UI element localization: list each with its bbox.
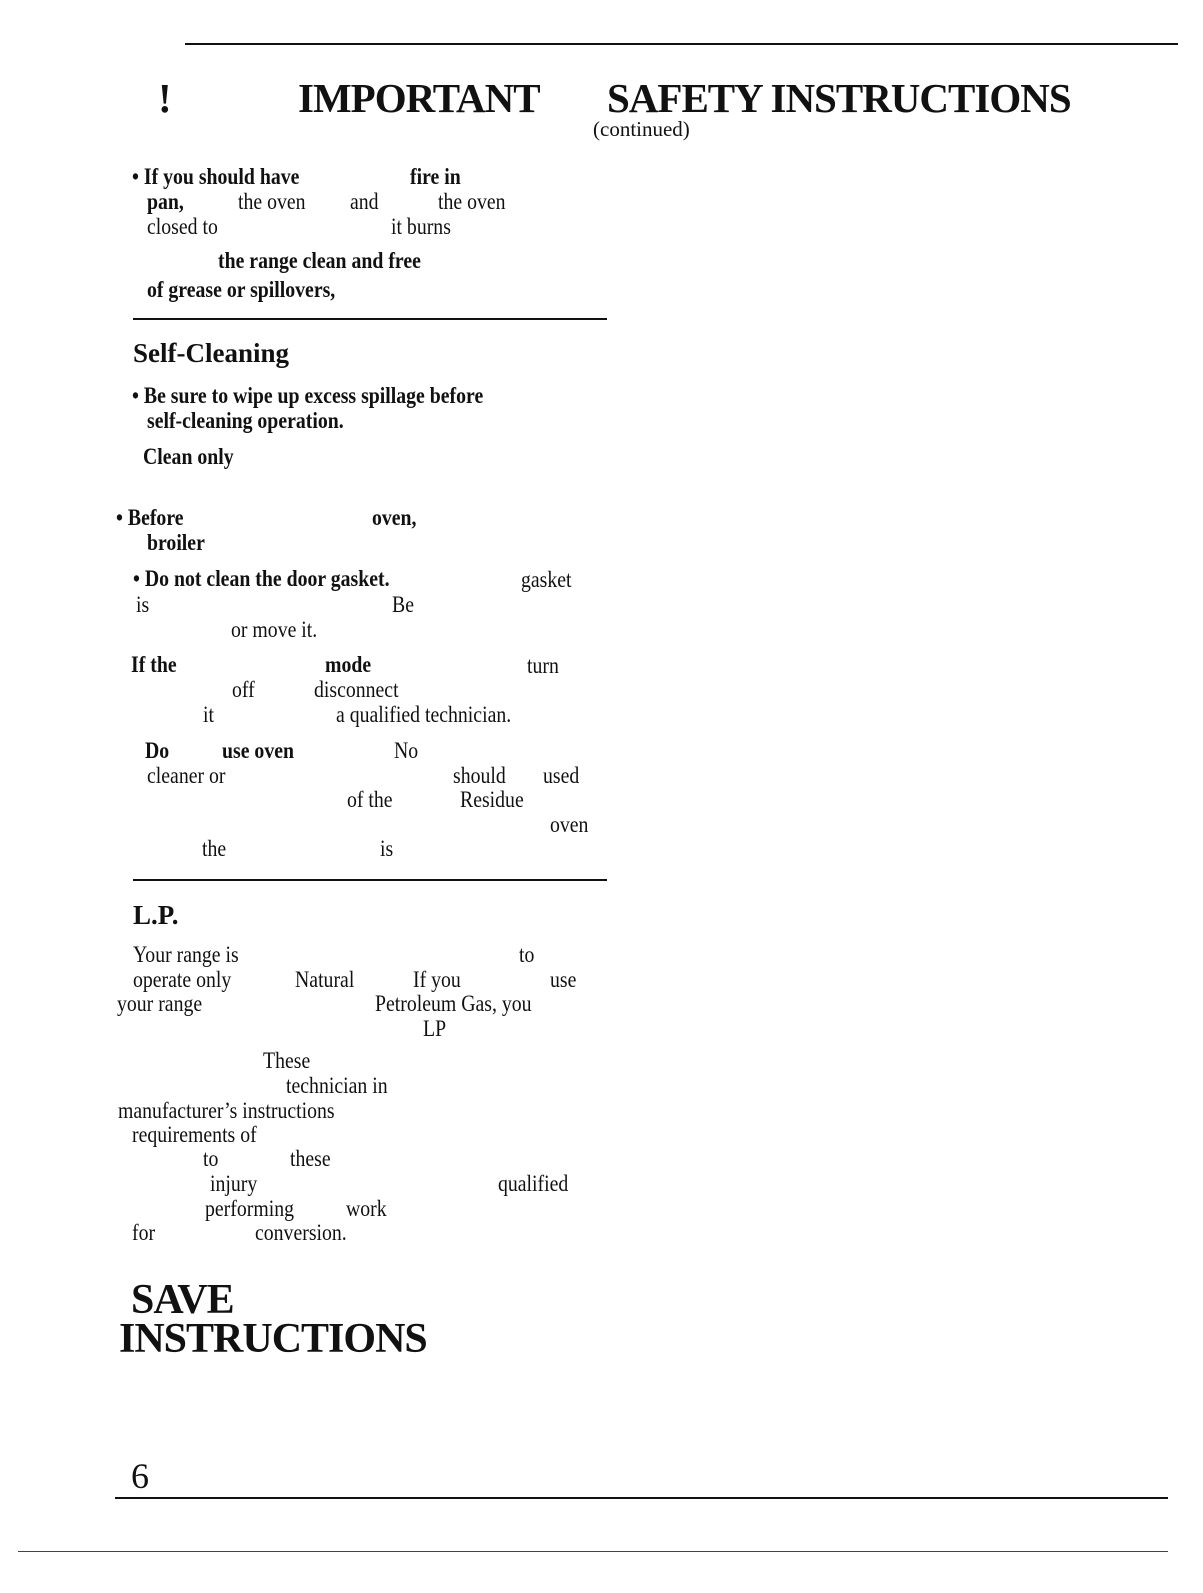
lp-p5: These — [263, 1048, 311, 1073]
sc-clean-only: Clean only — [143, 444, 234, 469]
sc-do-2: use oven — [222, 738, 294, 763]
page-edge-rule — [18, 1551, 1168, 1552]
sc-do-5: should — [453, 763, 506, 788]
lp-p4: LP — [423, 1016, 447, 1041]
fire-l1a: • If you should have — [132, 164, 300, 189]
sc-wipe-2: self-cleaning operation. — [147, 408, 344, 433]
lp-p2a: operate only — [133, 967, 232, 992]
lp-p2d: use — [550, 967, 577, 992]
sc-wipe-1: • Be sure to wipe up excess spillage before — [132, 383, 484, 408]
section-divider-2 — [133, 879, 607, 881]
sc-do-11: is — [380, 836, 394, 861]
sc-do-1: Do — [145, 738, 170, 763]
lp-p10b: qualified — [498, 1171, 569, 1196]
lp-p3b: Petroleum Gas, you — [375, 991, 532, 1016]
lp-p11b: work — [346, 1196, 387, 1221]
sc-mode-7: a qualified technician. — [336, 702, 512, 727]
save-heading-line2: INSTRUCTIONS — [119, 1316, 427, 1362]
sc-before: • Before — [116, 505, 184, 530]
fire-l3a: closed to — [147, 214, 218, 239]
sc-mode-4: off — [232, 677, 255, 702]
lp-p2b: Natural — [295, 967, 355, 992]
fire-l1b: fire in — [410, 164, 461, 189]
sc-gasket-5: or move it. — [231, 617, 318, 642]
section-divider-1 — [133, 318, 607, 320]
lp-heading: L.P. — [133, 900, 179, 930]
lp-p9b: these — [290, 1146, 331, 1171]
sc-do-3: No — [394, 738, 419, 763]
lp-p9a: to — [203, 1146, 219, 1171]
fire-l2d: the oven — [438, 189, 506, 214]
fire-l3b: it burns — [391, 214, 451, 239]
lp-p12a: for — [132, 1220, 156, 1245]
sc-mode-5: disconnect — [314, 677, 399, 702]
bottom-rule — [115, 1497, 1168, 1499]
lp-p6: technician in — [286, 1073, 388, 1098]
lp-p3a: your range — [117, 991, 203, 1016]
exclamation-mark: ! — [158, 75, 171, 121]
sc-gasket-3: is — [136, 592, 150, 617]
sc-mode-2: mode — [325, 652, 372, 677]
sc-oven: oven, — [372, 505, 417, 530]
sc-mode-6: it — [203, 702, 214, 727]
fire-l4: the range clean and free — [218, 248, 421, 273]
lp-p12b: conversion. — [255, 1220, 347, 1245]
title-safety-instructions: SAFETY INSTRUCTIONS — [607, 75, 1071, 121]
title-important: IMPORTANT — [298, 75, 540, 121]
lp-p7: manufacturer’s instructions — [118, 1098, 335, 1123]
sc-broiler: broiler — [147, 530, 205, 555]
fire-l2b: the oven — [238, 189, 306, 214]
save-heading-line1: SAVE — [131, 1277, 234, 1323]
lp-p1b: to — [519, 942, 535, 967]
fire-l2a: pan, — [147, 189, 184, 214]
sc-do-7: of the — [347, 787, 393, 812]
top-rule — [185, 43, 1178, 45]
fire-l2c: and — [350, 189, 379, 214]
sc-gasket-1: • Do not clean the door gasket. — [133, 566, 390, 591]
lp-p8: requirements of — [132, 1122, 257, 1147]
sc-gasket-4: Be — [392, 592, 414, 617]
page-number: 6 — [131, 1456, 149, 1496]
sc-do-10: the — [202, 836, 227, 861]
sc-do-8: Residue — [460, 787, 524, 812]
self-cleaning-heading: Self-Cleaning — [133, 338, 290, 368]
lp-p1a: Your range is — [133, 942, 239, 967]
lp-p10a: injury — [210, 1171, 258, 1196]
sc-do-4: cleaner or — [147, 763, 226, 788]
lp-p2c: If you — [413, 967, 461, 992]
sc-gasket-2: gasket — [521, 567, 572, 592]
continued-label: (continued) — [593, 117, 690, 141]
lp-p11a: performing — [205, 1196, 294, 1221]
sc-do-9: oven — [550, 812, 589, 837]
fire-l5: of grease or spillovers, — [147, 277, 336, 302]
sc-do-6: used — [543, 763, 580, 788]
sc-mode-3: turn — [527, 653, 559, 678]
sc-mode-1: If the — [131, 652, 177, 677]
